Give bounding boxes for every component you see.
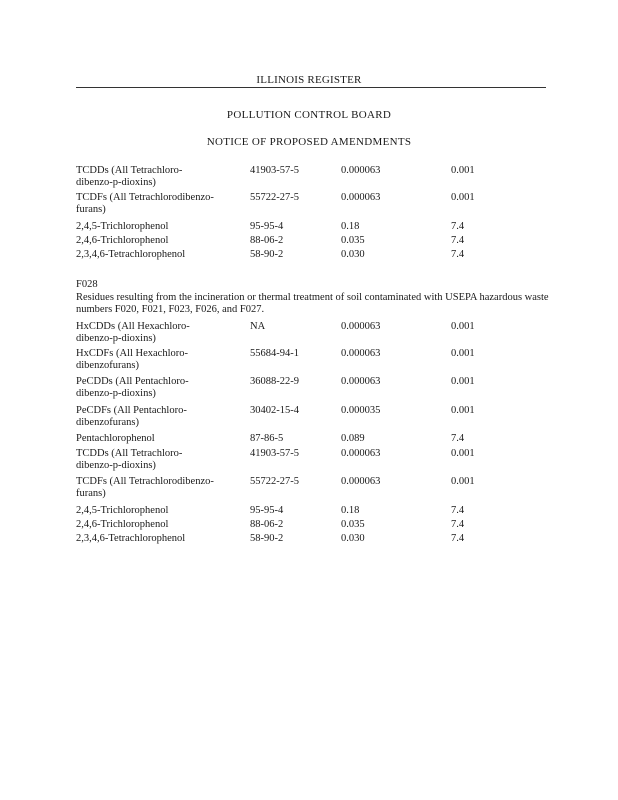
cell-value-a: 0.030	[341, 533, 365, 544]
cell-value-a: 0.18	[341, 221, 360, 232]
cell-constituent-cont: furans)	[76, 204, 106, 215]
cell-value-a: 0.000063	[341, 165, 381, 176]
cell-value-b: 0.001	[451, 476, 475, 487]
cell-constituent: 2,4,6-Trichlorophenol	[76, 235, 169, 246]
cell-constituent: 2,4,5-Trichlorophenol	[76, 505, 169, 516]
cell-constituent-cont: dibenzo-p-dioxins)	[76, 333, 156, 344]
cell-value-b: 0.001	[451, 348, 475, 359]
cell-cas: 41903-57-5	[250, 448, 299, 459]
cell-value-b: 7.4	[451, 221, 465, 232]
cell-cas: 55722-27-5	[250, 192, 299, 203]
cell-value-a: 0.035	[341, 235, 365, 246]
cell-value-a: 0.035	[341, 519, 365, 530]
cell-constituent: TCDFs (All Tetrachlorodibenzo-	[76, 192, 214, 203]
cell-value-a: 0.030	[341, 249, 365, 260]
cell-cas: 30402-15-4	[250, 405, 299, 416]
cell-constituent: Pentachlorophenol	[76, 433, 155, 444]
cell-value-a: 0.000063	[341, 348, 381, 359]
cell-value-b: 7.4	[451, 519, 465, 530]
waste-description: Residues resulting from the incineration or thermal treatment of soil contaminated with USEPA hazardous waste numbers F020, F021, F023, F026, and F027.	[76, 292, 549, 315]
waste-code: F028	[76, 279, 98, 290]
cell-cas: 55722-27-5	[250, 476, 299, 487]
cell-constituent: 2,3,4,6-Tetrachlorophenol	[76, 249, 186, 260]
cell-value-b: 0.001	[451, 376, 475, 387]
cell-constituent: 2,3,4,6-Tetrachlorophenol	[76, 533, 186, 544]
cell-value-b: 7.4	[451, 505, 465, 516]
cell-constituent-cont: furans)	[76, 488, 106, 499]
cell-value-b: 7.4	[451, 433, 465, 444]
cell-value-a: 0.000063	[341, 448, 381, 459]
cell-constituent: 2,4,5-Trichlorophenol	[76, 221, 169, 232]
cell-cas: 95-95-4	[250, 221, 284, 232]
cell-value-b: 7.4	[451, 533, 465, 544]
agency-name: POLLUTION CONTROL BOARD	[226, 109, 392, 121]
cell-cas: 36088-22-9	[250, 376, 299, 387]
cell-cas: 88-06-2	[250, 235, 284, 246]
cell-cas: 87-86-5	[250, 433, 284, 444]
cell-constituent-cont: dibenzo-p-dioxins)	[76, 177, 156, 188]
cell-cas: 58-90-2	[250, 533, 284, 544]
cell-value-b: 0.001	[451, 405, 475, 416]
cell-value-a: 0.18	[341, 505, 360, 516]
cell-cas: NA	[250, 321, 266, 332]
cell-constituent-cont: dibenzofurans)	[76, 360, 139, 371]
cell-cas: 88-06-2	[250, 519, 284, 530]
cell-value-a: 0.000063	[341, 192, 381, 203]
cell-value-b: 7.4	[451, 235, 465, 246]
cell-value-b: 0.001	[451, 321, 475, 332]
cell-value-a: 0.000063	[341, 376, 381, 387]
cell-cas: 41903-57-5	[250, 165, 299, 176]
cell-constituent: TCDFs (All Tetrachlorodibenzo-	[76, 476, 214, 487]
cell-value-b: 0.001	[451, 448, 475, 459]
cell-constituent-cont: dibenzofurans)	[76, 417, 139, 428]
cell-value-b: 0.001	[451, 165, 475, 176]
cell-cas: 95-95-4	[250, 505, 284, 516]
register-title: ILLINOIS REGISTER	[256, 74, 362, 86]
cell-constituent: HxCDFs (All Hexachloro-	[76, 348, 188, 359]
notice-title: NOTICE OF PROPOSED AMENDMENTS	[206, 136, 412, 148]
cell-cas: 55684-94-1	[250, 348, 299, 359]
cell-constituent: TCDDs (All Tetrachloro-	[76, 165, 183, 176]
cell-value-b: 7.4	[451, 249, 465, 260]
cell-constituent-cont: dibenzo-p-dioxins)	[76, 388, 156, 399]
cell-value-a: 0.000063	[341, 321, 381, 332]
cell-constituent-cont: dibenzo-p-dioxins)	[76, 460, 156, 471]
cell-value-b: 0.001	[451, 192, 475, 203]
cell-constituent: PeCDFs (All Pentachloro-	[76, 405, 187, 416]
cell-constituent: 2,4,6-Trichlorophenol	[76, 519, 169, 530]
cell-constituent: TCDDs (All Tetrachloro-	[76, 448, 183, 459]
cell-value-a: 0.000035	[341, 405, 381, 416]
cell-constituent: PeCDDs (All Pentachloro-	[76, 376, 189, 387]
header-rule	[76, 87, 546, 88]
cell-cas: 58-90-2	[250, 249, 284, 260]
cell-value-a: 0.000063	[341, 476, 381, 487]
cell-value-a: 0.089	[341, 433, 365, 444]
cell-constituent: HxCDDs (All Hexachloro-	[76, 321, 190, 332]
